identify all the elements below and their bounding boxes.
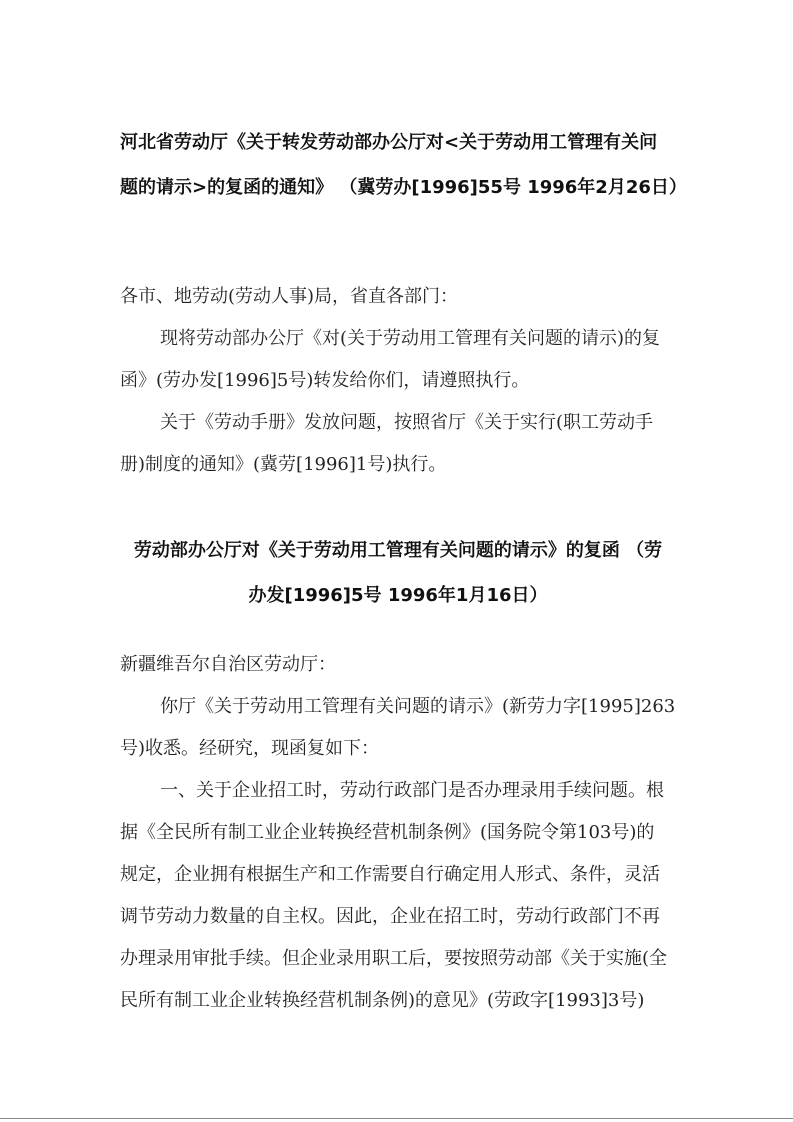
- reply-title-line-1: 劳动部办公厅对《关于劳动用工管理有关问题的请示》的复函 （劳: [133, 540, 663, 561]
- notice-paragraph-1-line-1: 现将劳动部办公厅《对(关于劳动用工管理有关问题的请示)的复: [160, 328, 661, 349]
- reply-salutation: [120, 644, 676, 686]
- reply-title-line-2: 办发[1996]5号 1996年1月16日）: [248, 585, 548, 606]
- reply-paragraph-2-line-3: 规定，企业拥有根据生产和工作需要自行确定用人形式、条件，灵活: [120, 864, 660, 885]
- notice-salutation-text: 各市、地劳动(劳动人事)局，省直各部门：: [120, 286, 459, 307]
- notice-paragraph-2-line-2: 册)制度的通知》(冀劳[1996]1号)执行。: [120, 454, 447, 475]
- notice-paragraph-1-line-2: 函》(劳办发[1996]5号)转发给你们，请遵照执行。: [120, 370, 530, 391]
- reply-paragraph-2-line-1: 一、关于企业招工时，劳动行政部门是否办理录用手续问题。根: [160, 780, 664, 801]
- page-bottom-rule: [0, 1118, 793, 1119]
- notice-title-line-2: 题的请示>的复函的通知》 （冀劳办[1996]55号 1996年2月26日）: [120, 177, 687, 198]
- reply-paragraph-2-line-4: 调节劳动力数量的自主权。因此，企业在招工时，劳动行政部门不再: [120, 906, 660, 927]
- reply-salutation-text: 新疆维吾尔自治区劳动厅：: [120, 654, 336, 675]
- reply-paragraph-2-line-6: 民所有制工业企业转换经营机制条例)的意见》(劳政字[1993]3号): [120, 990, 645, 1011]
- reply-paragraph-2: [120, 770, 676, 1022]
- notice-salutation: [120, 276, 676, 318]
- reply-paragraph-1-line-2: 号)收悉。经研究，现函复如下：: [120, 738, 380, 759]
- reply-paragraph-1: [120, 686, 676, 770]
- reply-title: [120, 528, 676, 618]
- reply-paragraph-2-line-2: 据《全民所有制工业企业转换经营机制条例》(国务院令第103号)的: [120, 822, 655, 843]
- notice-paragraph-2-line-1: 关于《劳动手册》发放问题，按照省厅《关于实行(职工劳动手: [160, 412, 654, 433]
- reply-paragraph-2-line-5: 办理录用审批手续。但企业录用职工后，要按照劳动部《关于实施(全: [120, 948, 668, 969]
- reply-paragraph-1-line-1: 你厅《关于劳动用工管理有关问题的请示》(新劳力字[1995]263: [160, 696, 676, 717]
- notice-title: [120, 120, 687, 210]
- notice-paragraph-1: [120, 318, 676, 402]
- notice-title-line-1: 河北省劳动厅《关于转发劳动部办公厅对<关于劳动用工管理有关问: [120, 132, 658, 153]
- notice-paragraph-2: [120, 402, 676, 486]
